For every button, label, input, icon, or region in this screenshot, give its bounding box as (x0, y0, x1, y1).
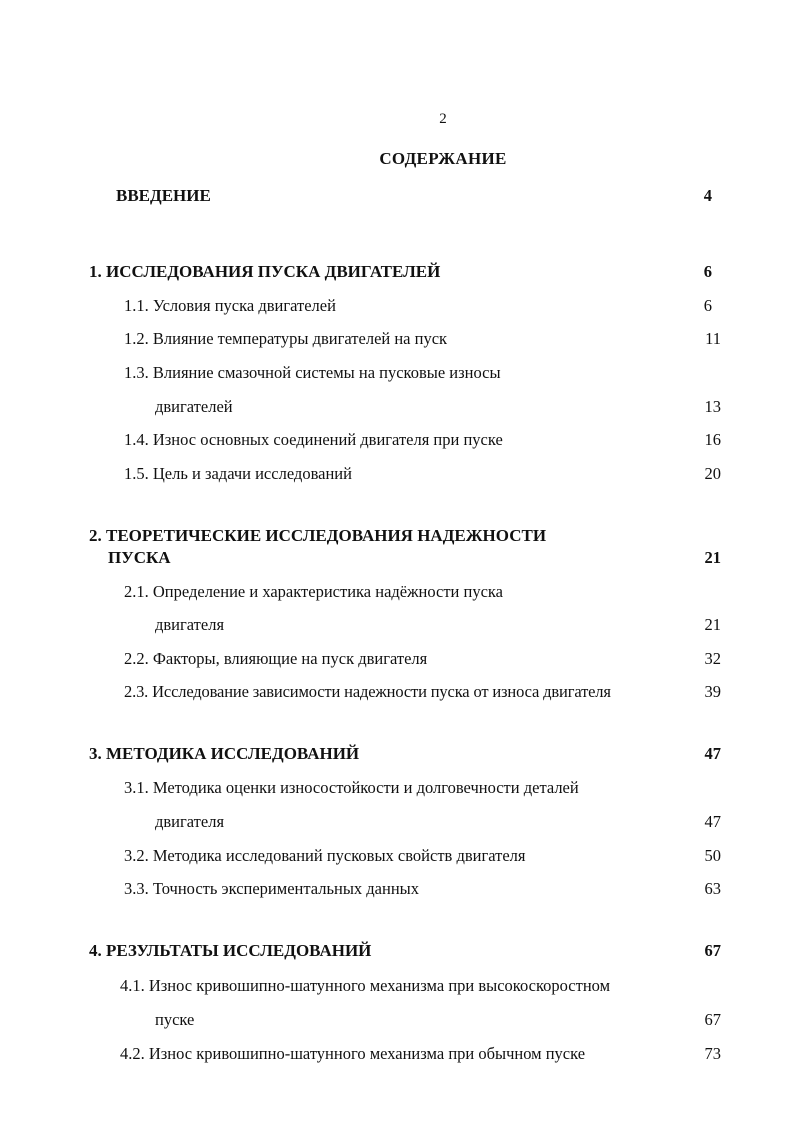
toc-section-1-title: 1. ИССЛЕДОВАНИЯ ПУСКА ДВИГАТЕЛЕЙ (89, 262, 441, 281)
toc-item-3-1: 3.1. Методика оценки износостойкости и долговечности деталей (124, 778, 579, 797)
toc-item-4-2-page: 73 (704, 1044, 721, 1063)
toc-item-4-2: 4.2. Износ кривошипно-шатунного механизма при обычном пуске (120, 1044, 586, 1063)
toc-item-2-1-cont: двигателя (155, 615, 225, 634)
toc-item-3-1-cont: двигателя (155, 812, 225, 831)
toc-section-4-page: 67 (704, 941, 721, 960)
toc-section-3-title: 3. МЕТОДИКА ИССЛЕДОВАНИЙ (89, 744, 360, 763)
toc-item-3-2: 3.2. Методика исследований пусковых свойств двигателя (124, 846, 526, 865)
toc-item-1-1: 1.1. Условия пуска двигателей (124, 296, 336, 315)
toc-section-3-page: 47 (704, 744, 721, 763)
toc-item-1-5: 1.5. Цель и задачи исследований (124, 464, 352, 483)
toc-item-2-1-page: 21 (704, 615, 721, 634)
toc-intro-page: 4 (703, 186, 712, 205)
toc-item-2-2: 2.2. Факторы, влияющие на пуск двигателя (124, 649, 428, 668)
toc-item-3-2-page: 50 (704, 846, 721, 865)
toc-item-1-2-page: 11 (705, 329, 721, 348)
toc-item-3-1-page: 47 (704, 812, 721, 831)
page-number: 2 (439, 111, 447, 127)
toc-item-3-3: 3.3. Точность экспериментальных данных (124, 879, 419, 898)
toc-title: СОДЕРЖАНИЕ (379, 149, 507, 168)
toc-item-2-3: 2.3. Исследование зависимости надежности пуска от износа двигателя (124, 682, 611, 701)
toc-item-4-1-cont: пуске (155, 1010, 195, 1029)
toc-item-1-3-page: 13 (704, 397, 721, 416)
toc-item-3-3-page: 63 (704, 879, 721, 898)
toc-item-1-2: 1.2. Влияние температуры двигателей на пуск (124, 329, 448, 348)
toc-section-2-title-cont: ПУСКА (108, 548, 171, 567)
toc-item-2-1: 2.1. Определение и характеристика надёжности пуска (124, 582, 503, 601)
toc-item-1-4-page: 16 (704, 430, 721, 449)
toc-item-1-4: 1.4. Износ основных соединений двигателя при пуске (124, 430, 503, 449)
toc-section-1-page: 6 (703, 262, 712, 281)
toc-item-4-1-page: 67 (704, 1010, 721, 1029)
toc-item-1-1-page: 6 (703, 296, 712, 315)
toc-section-4-title: 4. РЕЗУЛЬТАТЫ ИССЛЕДОВАНИЙ (89, 941, 372, 960)
toc-item-1-5-page: 20 (704, 464, 721, 483)
toc-section-2-page: 21 (704, 548, 721, 567)
toc-item-2-2-page: 32 (704, 649, 721, 668)
toc-item-1-3-cont: двигателей (155, 397, 233, 416)
toc-item-1-3: 1.3. Влияние смазочной системы на пусковые износы (124, 363, 501, 382)
toc-item-2-3-page: 39 (704, 682, 721, 701)
toc-intro-title: ВВЕДЕНИЕ (116, 186, 211, 205)
toc-item-4-1: 4.1. Износ кривошипно-шатунного механизма при высокоскоростном (120, 976, 611, 995)
toc-section-2-title: 2. ТЕОРЕТИЧЕСКИЕ ИССЛЕДОВАНИЯ НАДЕЖНОСТИ (89, 526, 547, 545)
